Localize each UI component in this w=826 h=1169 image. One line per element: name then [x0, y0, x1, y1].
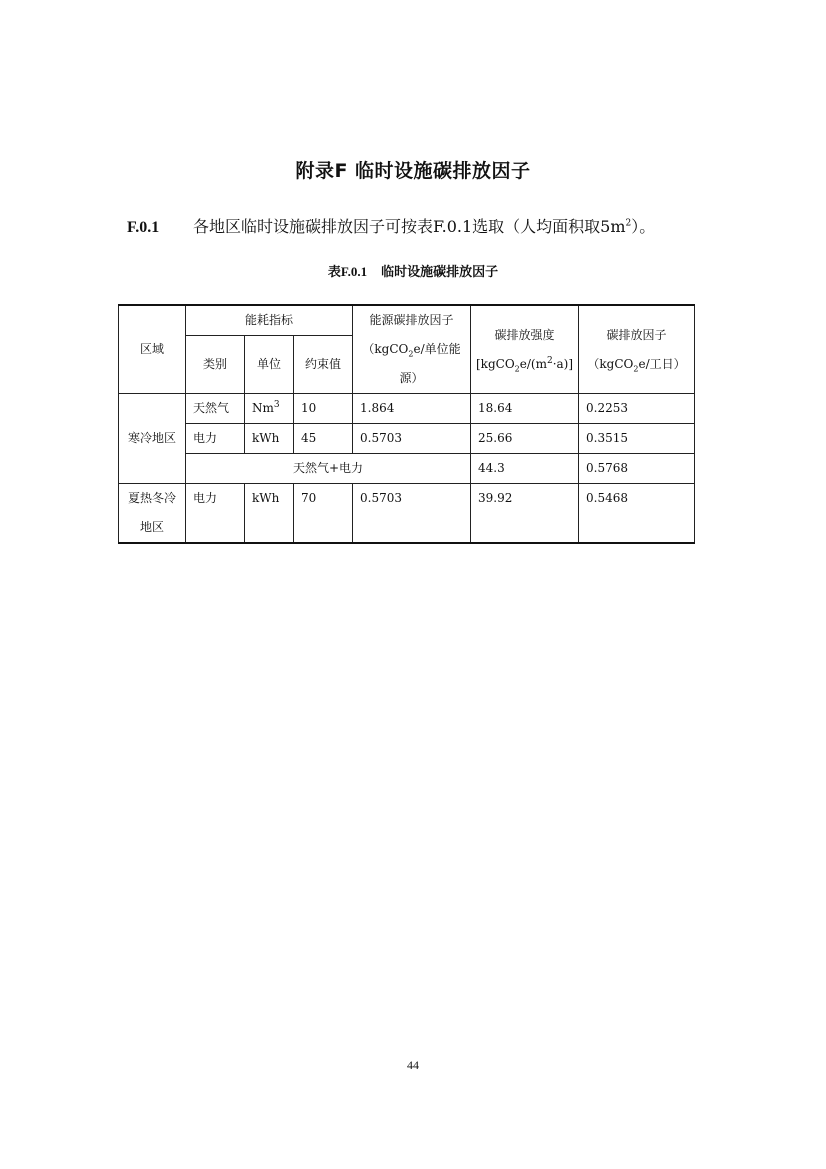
- cell-category: 天然气: [186, 394, 245, 424]
- ef-post: e/单位能: [413, 342, 461, 356]
- cell-combined-label: 天然气+电力: [186, 454, 471, 484]
- table-row-combined: [119, 454, 695, 484]
- cell-factor: 0.2253: [579, 394, 695, 424]
- header-factor-line1: 碳排放因子: [606, 327, 667, 342]
- hot-region-line2: 地区: [139, 520, 164, 534]
- table-row: [119, 394, 695, 424]
- header-region: 区域: [119, 305, 186, 394]
- unit-text: Nm: [252, 401, 274, 415]
- header-factor-line2: [579, 350, 694, 379]
- header-intensity-line2: [471, 350, 578, 379]
- cell-intensity: 18.64: [471, 394, 579, 424]
- cf-sub: 2: [633, 363, 639, 373]
- table-caption-title: 临时设施碳排放因子: [381, 265, 499, 280]
- clause-number: F.0.1: [127, 219, 160, 236]
- cell-unit: kWh: [245, 484, 294, 544]
- cell-energy-factor: 0.5703: [353, 424, 471, 454]
- page-number: 44: [407, 1058, 419, 1072]
- header-factor: [579, 305, 695, 394]
- unit-sup: 3: [273, 400, 280, 410]
- header-limit: 约束值: [294, 336, 353, 394]
- header-energy-factor-line3: 源）: [399, 371, 424, 385]
- cell-category: 电力: [186, 424, 245, 454]
- header-energy-factor-line1: 能源碳排放因子: [369, 313, 454, 327]
- clause-superscript: 2: [625, 218, 632, 229]
- cell-unit: kWh: [245, 424, 294, 454]
- cell-intensity: 44.3: [471, 454, 579, 484]
- cell-limit: 70: [294, 484, 353, 544]
- cell-category: 电力: [186, 484, 245, 544]
- cell-limit: 45: [294, 424, 353, 454]
- hot-region-cell: [119, 484, 186, 544]
- header-energy-indicator: 能耗指标: [186, 305, 353, 336]
- cell-factor: 0.3515: [579, 424, 695, 454]
- header-unit: 单位: [245, 336, 294, 394]
- ci-sub: 2: [514, 363, 520, 373]
- cf-post: e/工日）: [638, 356, 686, 371]
- carbon-factor-table: [118, 304, 695, 544]
- cf-pre: （kgCO: [587, 356, 634, 371]
- cell-intensity: 25.66: [471, 424, 579, 454]
- clause-text: 各地区临时设施碳排放因子可按表F.0.1选取（人均面积取5m: [193, 217, 626, 236]
- cell-factor: 0.5768: [579, 454, 695, 484]
- cell-energy-factor: 0.5703: [353, 484, 471, 544]
- header-intensity-line1: 碳排放强度: [494, 327, 555, 342]
- page-title: 附录F 临时设施碳排放因子: [295, 160, 531, 182]
- cell-intensity: 39.92: [471, 484, 579, 544]
- table-caption-number: 表F.0.1: [327, 264, 368, 279]
- cold-region-cell: 寒冷地区: [119, 394, 186, 484]
- table-row: [119, 484, 695, 544]
- header-intensity: [471, 305, 579, 394]
- clause-end: ）。: [631, 217, 656, 236]
- ci-sup: 2: [546, 355, 553, 366]
- header-category: 类别: [186, 336, 245, 394]
- cell-energy-factor: 1.864: [353, 394, 471, 424]
- table-row: [119, 424, 695, 454]
- header-energy-factor-line2: [353, 335, 470, 364]
- clause-f01: [127, 214, 655, 237]
- ef-sub: 2: [408, 349, 414, 359]
- ci-pre: [kgCO: [476, 356, 515, 371]
- header-row-1: [119, 305, 695, 336]
- hot-region-line1: 夏热冬冷: [127, 491, 176, 505]
- ef-pre: （kgCO: [362, 342, 409, 356]
- ci-mid: e/(m: [519, 356, 547, 371]
- cell-unit: [245, 394, 294, 424]
- header-energy-factor: [353, 305, 471, 394]
- cell-factor: 0.5468: [579, 484, 695, 544]
- table-caption: [0, 261, 826, 280]
- cell-limit: 10: [294, 394, 353, 424]
- ci-post: ·a)]: [552, 356, 574, 371]
